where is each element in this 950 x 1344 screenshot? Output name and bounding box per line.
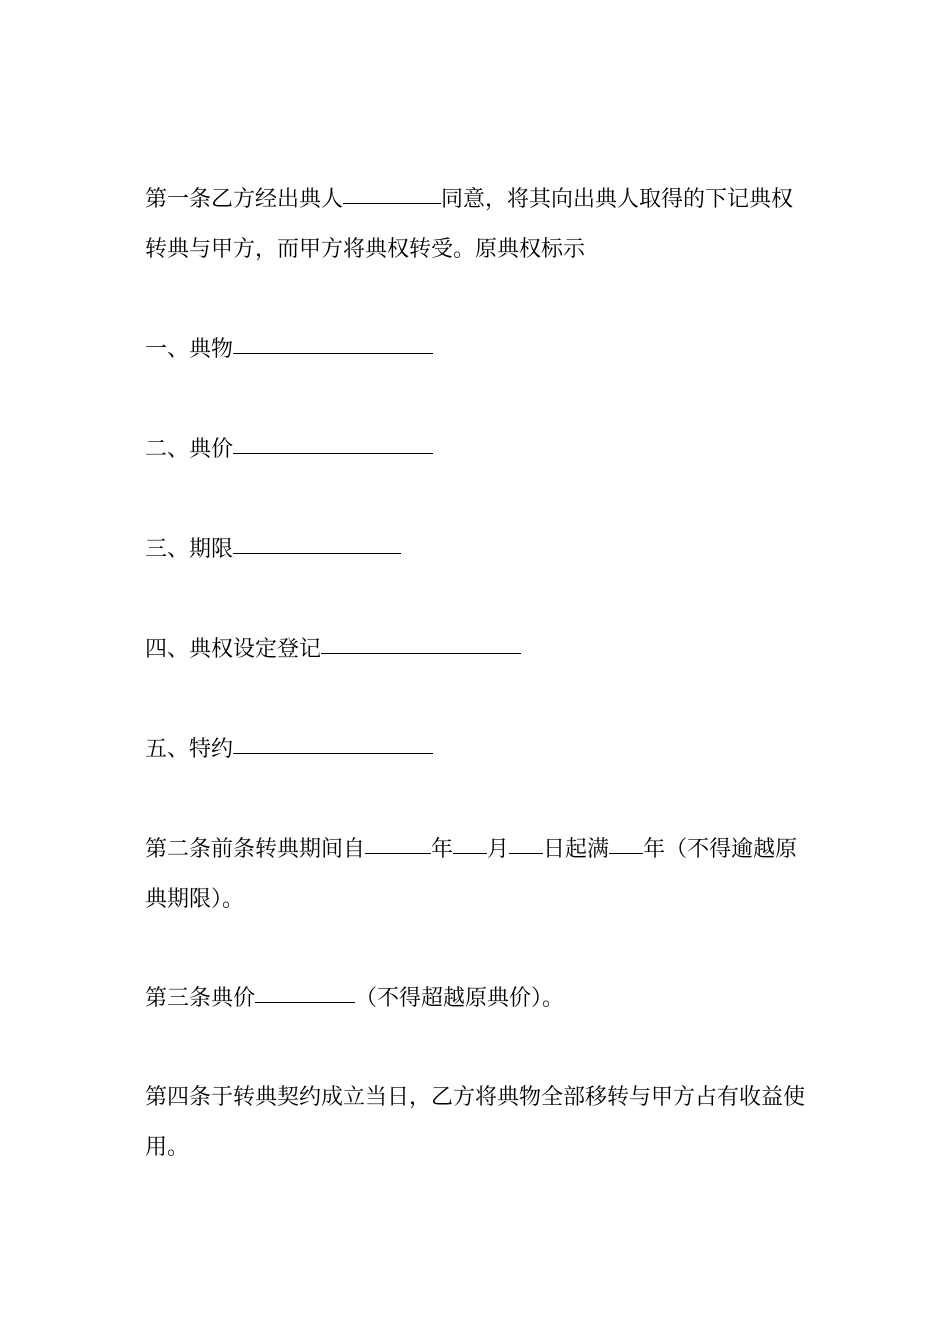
blank-field[interactable] [453,852,487,854]
article-2-year: 年 [431,837,454,862]
item-3-label: 三、期限 [145,537,234,562]
item-5 [145,725,810,775]
blank-field[interactable] [255,1001,355,1003]
item-4-label: 四、典权设定登记 [145,637,322,662]
article-1-text-a: 第一条乙方经出典人 [145,187,344,212]
article-2-day: 日起满 [543,837,610,862]
article-1 [145,175,810,275]
item-4 [145,625,810,675]
item-2 [145,425,810,475]
blank-field[interactable] [233,352,433,354]
blank-field[interactable] [233,552,401,554]
article-3-text-a: 第三条典价 [145,986,256,1011]
blank-field[interactable] [321,652,521,654]
blank-field[interactable] [233,452,433,454]
blank-field[interactable] [609,852,643,854]
article-2-text-b: 年（不得逾越原典期限）。 [145,837,798,912]
article-2-month: 月 [487,837,510,862]
article-2 [145,825,810,925]
item-2-label: 二、典价 [145,437,234,462]
blank-field[interactable] [343,202,441,204]
article-3-text-b: （不得超越原典价）。 [355,986,565,1011]
article-4 [145,1073,810,1173]
blank-field[interactable] [365,852,431,854]
article-4-text: 第四条于转典契约成立当日，乙方将典物全部移转与甲方占有收益使用。 [145,1085,806,1160]
item-3 [145,525,810,575]
article-2-text-a: 第二条前条转典期间自 [145,837,366,862]
article-3 [145,974,810,1024]
blank-field[interactable] [233,752,433,754]
item-1 [145,325,810,375]
item-1-label: 一、典物 [145,337,234,362]
blank-field[interactable] [509,852,543,854]
article-1-text-b: 同意，将其向出典人取得的下记典权转典与甲方，而甲方将典权转受。原典权标示 [145,187,794,262]
item-5-label: 五、特约 [145,737,234,762]
